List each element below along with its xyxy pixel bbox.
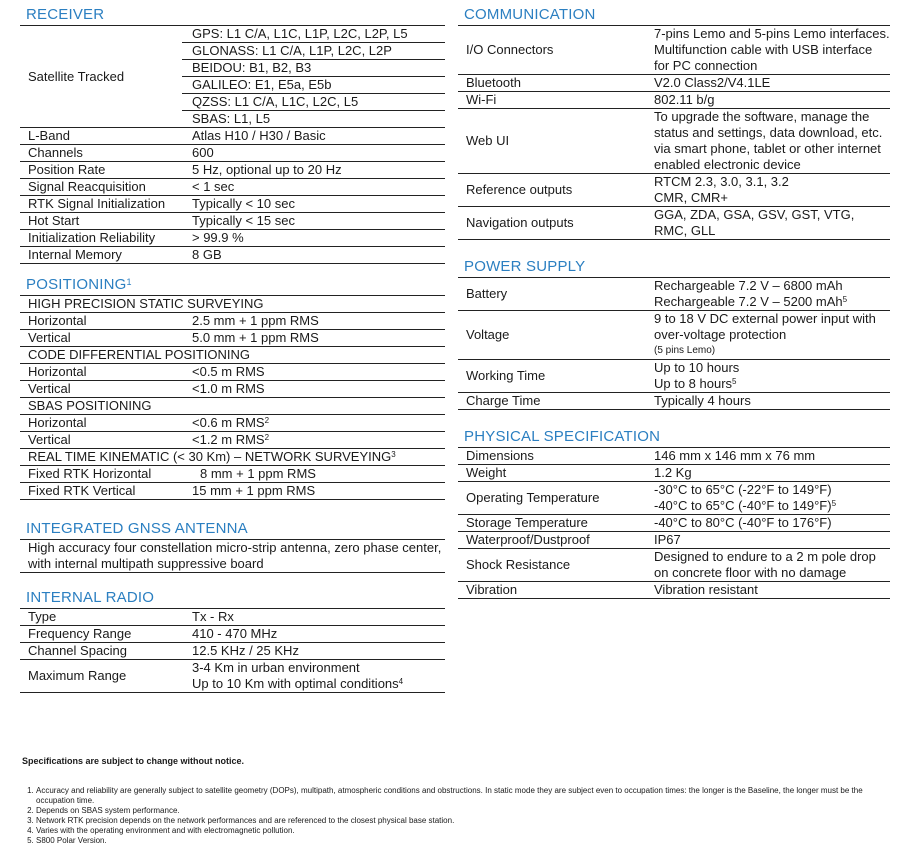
positioning-table xyxy=(20,296,445,500)
table-row xyxy=(458,549,890,582)
table-row xyxy=(20,26,445,43)
spec-label: Hot Start xyxy=(20,213,182,230)
spec-label: Voltage xyxy=(458,311,644,360)
spec-label: Channel Spacing xyxy=(20,643,182,660)
receiver-title: RECEIVER xyxy=(20,6,445,26)
spec-value xyxy=(644,482,890,515)
table-row xyxy=(20,609,445,626)
spec-value: IP67 xyxy=(644,532,890,549)
table-row xyxy=(20,432,445,449)
antenna-description: High accuracy four constellation micro-strip antenna, zero phase center, with internal multipath suppressive board xyxy=(20,540,445,573)
spec-value: 5 Hz, optional up to 20 Hz xyxy=(182,162,445,179)
table-row xyxy=(458,92,890,109)
positioning-title-text: POSITIONING xyxy=(26,276,127,293)
code-header: CODE DIFFERENTIAL POSITIONING xyxy=(20,347,445,364)
spec-value: Designed to endure to a 2 m pole drop on concrete floor with no damage xyxy=(644,549,890,582)
table-row xyxy=(458,109,890,174)
communication-section xyxy=(458,6,890,240)
spec-value: 600 xyxy=(182,145,445,162)
value-note: (5 pins Lemo) xyxy=(654,345,716,356)
satellite-glonass: GLONASS: L1 C/A, L1P, L2C, L2P xyxy=(182,43,445,60)
spec-value: Tx - Rx xyxy=(182,609,445,626)
footnotes-list xyxy=(22,786,886,846)
spec-label: Operating Temperature xyxy=(458,482,644,515)
physical-section xyxy=(458,428,890,599)
spec-value: 802.11 b/g xyxy=(644,92,890,109)
spec-label: Type xyxy=(20,609,182,626)
spec-value: <1.0 m RMS xyxy=(182,381,445,398)
spec-label: Frequency Range xyxy=(20,626,182,643)
table-row xyxy=(458,174,890,207)
rtk-header xyxy=(20,449,445,466)
table-row xyxy=(20,296,445,313)
spec-value: 2.5 mm + 1 ppm RMS xyxy=(182,313,445,330)
value-line: RTCM 2.3, 3.0, 3.1, 3.2 xyxy=(654,174,789,189)
value-line: -30°C to 65°C (-22°F to 149°F) xyxy=(654,482,832,497)
table-row xyxy=(20,313,445,330)
table-row xyxy=(20,364,445,381)
spec-value: Atlas H10 / H30 / Basic xyxy=(182,128,445,145)
spec-value: 146 mm x 146 mm x 76 mm xyxy=(644,448,890,465)
table-row xyxy=(20,660,445,693)
satellite-gps: GPS: L1 C/A, L1C, L1P, L2C, L2P, L5 xyxy=(182,26,445,43)
communication-table xyxy=(458,26,890,240)
change-notice: Specifications are subject to change without notice. xyxy=(22,756,245,766)
satellite-sbas: SBAS: L1, L5 xyxy=(182,111,445,128)
spec-label: Vertical xyxy=(20,330,182,347)
positioning-section xyxy=(20,276,445,500)
table-row xyxy=(458,482,890,515)
spec-label: Channels xyxy=(20,145,182,162)
value-line: Up to 10 hours xyxy=(654,360,740,375)
footnote-ref: 1 xyxy=(126,277,132,287)
table-row xyxy=(458,207,890,240)
table-row xyxy=(458,26,890,75)
table-row xyxy=(458,75,890,92)
spec-value xyxy=(182,432,445,449)
footnote: 1. Accuracy and reliability are generally subject to satellite geometry (DOPs), multipath, atmospheric conditions and obstructions. In static mode they are subject even to occupation times: the longer is the Baseline, the longer must be the occupation time. xyxy=(36,786,886,806)
table-row xyxy=(20,247,445,264)
table-row xyxy=(20,483,445,500)
footnote-ref: 3 xyxy=(391,450,396,459)
spec-value: GGA, ZDA, GSA, GSV, GST, VTG, RMC, GLL xyxy=(644,207,890,240)
spec-value: Vibration resistant xyxy=(644,582,890,599)
footnote: 5. S800 Polar Version. xyxy=(36,836,886,846)
spec-label: Internal Memory xyxy=(20,247,182,264)
table-row xyxy=(458,360,890,393)
table-row xyxy=(20,626,445,643)
value-text: <1.2 m RMS xyxy=(192,432,265,447)
table-row xyxy=(20,347,445,364)
power-table xyxy=(458,278,890,410)
footnote-ref: 5 xyxy=(842,295,848,304)
table-row xyxy=(458,311,890,360)
sbas-header: SBAS POSITIONING xyxy=(20,398,445,415)
spec-label: Weight xyxy=(458,465,644,482)
table-row xyxy=(458,448,890,465)
spec-value: > 99.9 % xyxy=(182,230,445,247)
spec-label: Horizontal xyxy=(20,415,182,432)
spec-value xyxy=(644,174,890,207)
table-row xyxy=(20,179,445,196)
value-text: Rechargeable 7.2 V – 5200 mAh xyxy=(654,294,843,309)
table-row xyxy=(458,515,890,532)
value-line xyxy=(654,498,890,514)
table-row xyxy=(20,381,445,398)
spec-value: 410 - 470 MHz xyxy=(182,626,445,643)
rtk-header-text: REAL TIME KINEMATIC (< 30 Km) – NETWORK SURVEYING xyxy=(28,449,392,464)
spec-label: Vertical xyxy=(20,381,182,398)
spec-label: Vibration xyxy=(458,582,644,599)
value-line: Rechargeable 7.2 V – 6800 mAh xyxy=(654,278,843,293)
footnote-ref: 5 xyxy=(732,377,737,386)
communication-title: COMMUNICATION xyxy=(458,6,890,26)
table-row xyxy=(458,278,890,311)
spec-label: Shock Resistance xyxy=(458,549,644,582)
spec-value: V2.0 Class2/V4.1LE xyxy=(644,75,890,92)
footnote: 2. Depends on SBAS system performance. xyxy=(36,806,886,816)
right-column xyxy=(458,6,890,611)
table-row xyxy=(20,398,445,415)
spec-value: 12.5 KHz / 25 KHz xyxy=(182,643,445,660)
spec-value: <0.5 m RMS xyxy=(182,364,445,381)
value-text: -40°C to 65°C (-40°F to 149°F) xyxy=(654,498,832,513)
spec-label: Horizontal xyxy=(20,364,182,381)
radio-section xyxy=(20,589,445,693)
spec-label: Signal Reacquisition xyxy=(20,179,182,196)
table-row xyxy=(20,449,445,466)
satellite-tracked-label: Satellite Tracked xyxy=(20,26,182,128)
table-row xyxy=(458,393,890,410)
table-row xyxy=(20,330,445,347)
spec-label: Maximum Range xyxy=(20,660,182,693)
spec-value: Typically 4 hours xyxy=(644,393,890,410)
spec-label: L-Band xyxy=(20,128,182,145)
satellite-beidou: BEIDOU: B1, B2, B3 xyxy=(182,60,445,77)
spec-value: 7-pins Lemo and 5-pins Lemo interfaces. Multifunction cable with USB interface for PC connection xyxy=(644,26,890,75)
satellite-galileo: GALILEO: E1, E5a, E5b xyxy=(182,77,445,94)
physical-title: PHYSICAL SPECIFICATION xyxy=(458,428,890,448)
power-section xyxy=(458,258,890,410)
value-line: CMR, CMR+ xyxy=(654,190,729,205)
value-text: Up to 8 hours xyxy=(654,376,733,391)
spec-label: RTK Signal Initialization xyxy=(20,196,182,213)
table-row xyxy=(20,213,445,230)
footnote-ref: 5 xyxy=(831,499,837,508)
value-line xyxy=(654,294,890,310)
positioning-title xyxy=(20,276,445,296)
spec-label: Vertical xyxy=(20,432,182,449)
spec-value: < 1 sec xyxy=(182,179,445,196)
spec-value xyxy=(644,311,890,360)
table-row xyxy=(458,465,890,482)
table-row xyxy=(20,415,445,432)
spec-label: Charge Time xyxy=(458,393,644,410)
table-row xyxy=(20,162,445,179)
spec-label: Bluetooth xyxy=(458,75,644,92)
table-row xyxy=(20,230,445,247)
spec-label: Fixed RTK Horizontal xyxy=(20,466,182,483)
left-column xyxy=(20,6,445,705)
footnote: 3. Network RTK precision depends on the network performances and are referenced to the closest physical base station. xyxy=(36,816,886,826)
spec-value: 1.2 Kg xyxy=(644,465,890,482)
spec-label: Dimensions xyxy=(458,448,644,465)
spec-label: Reference outputs xyxy=(458,174,644,207)
spec-label: Fixed RTK Vertical xyxy=(20,483,182,500)
power-title: POWER SUPPLY xyxy=(458,258,890,278)
spec-label: Initialization Reliability xyxy=(20,230,182,247)
spec-value: 15 mm + 1 ppm RMS xyxy=(182,483,445,500)
antenna-title: INTEGRATED GNSS ANTENNA xyxy=(20,520,445,540)
spec-value: Typically < 10 sec xyxy=(182,196,445,213)
spec-value xyxy=(182,415,445,432)
spec-label: Web UI xyxy=(458,109,644,174)
value-line xyxy=(654,376,890,392)
spec-value: 8 mm + 1 ppm RMS xyxy=(182,466,445,483)
table-row xyxy=(20,466,445,483)
physical-table xyxy=(458,448,890,599)
antenna-section xyxy=(20,520,445,573)
spec-value: 8 GB xyxy=(182,247,445,264)
value-line xyxy=(192,676,445,692)
table-row xyxy=(20,145,445,162)
footnote-ref: 4 xyxy=(398,677,404,686)
value-line: 3-4 Km in urban environment xyxy=(192,660,360,675)
spec-value xyxy=(644,360,890,393)
receiver-section xyxy=(20,6,445,264)
spec-value: -40°C to 80°C (-40°F to 176°F) xyxy=(644,515,890,532)
footnote-ref: 2 xyxy=(264,433,270,442)
value-line: 9 to 18 V DC external power input with over-voltage protection xyxy=(654,311,876,342)
spec-label: Navigation outputs xyxy=(458,207,644,240)
spec-value: Typically < 15 sec xyxy=(182,213,445,230)
receiver-table xyxy=(20,26,445,264)
spec-value xyxy=(182,660,445,693)
value-text: <0.6 m RMS xyxy=(192,415,265,430)
footnote-ref: 2 xyxy=(264,416,270,425)
antenna-table xyxy=(20,540,445,573)
satellite-qzss: QZSS: L1 C/A, L1C, L2C, L5 xyxy=(182,94,445,111)
radio-table xyxy=(20,609,445,693)
table-row xyxy=(20,128,445,145)
spec-value: 5.0 mm + 1 ppm RMS xyxy=(182,330,445,347)
spec-value: To upgrade the software, manage the status and settings, data download, etc. via smart phone, tablet or other internet enabled electronic device xyxy=(644,109,890,174)
spec-label: Storage Temperature xyxy=(458,515,644,532)
spec-label: Working Time xyxy=(458,360,644,393)
static-header: HIGH PRECISION STATIC SURVEYING xyxy=(20,296,445,313)
table-row xyxy=(20,643,445,660)
spec-label: Horizontal xyxy=(20,313,182,330)
spec-label: Battery xyxy=(458,278,644,311)
value-text: Up to 10 Km with optimal conditions xyxy=(192,676,399,691)
spec-label: Waterproof/Dustproof xyxy=(458,532,644,549)
spec-value xyxy=(644,278,890,311)
spec-label: I/O Connectors xyxy=(458,26,644,75)
table-row xyxy=(458,582,890,599)
table-row xyxy=(20,540,445,573)
table-row xyxy=(458,532,890,549)
spec-label: Wi-Fi xyxy=(458,92,644,109)
radio-title: INTERNAL RADIO xyxy=(20,589,445,609)
table-row xyxy=(20,196,445,213)
footnote: 4. Varies with the operating environment and with electromagnetic pollution. xyxy=(36,826,886,836)
spec-label: Position Rate xyxy=(20,162,182,179)
